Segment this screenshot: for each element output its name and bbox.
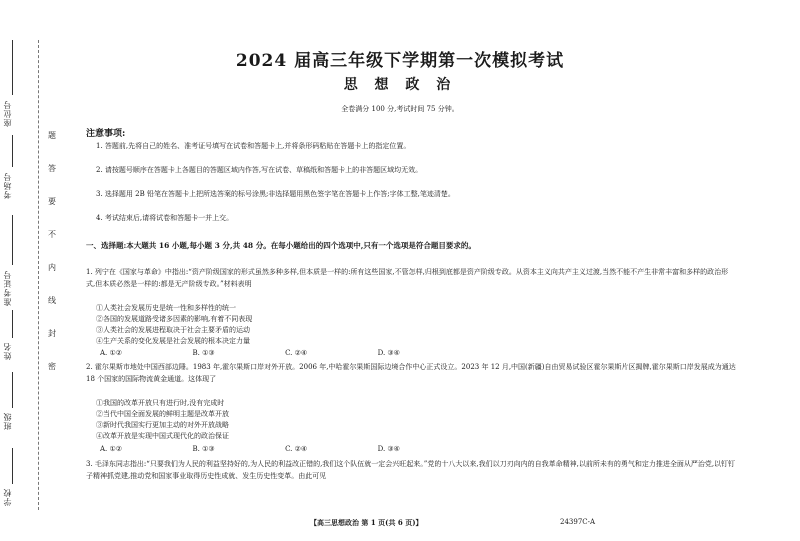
seal-char: 内: [48, 263, 56, 272]
seat-number-label: 座位号: [3, 100, 12, 127]
question-stem: 2. 霍尔果斯市地处中国西部边陲。1983 年,霍尔果斯口岸对外开放。2006 年,中哈霍尔果斯国际边境合作中心正式设立。2023 年 12 月,中国(新疆)自由贸易试验区霍尔果斯片区揭牌,霍尔果斯口岸发展成为通达 18 个国家的国际物流黄金通道。这体现了: [86, 363, 736, 383]
choice-d: D. ③④: [377, 445, 400, 453]
exam-room-label: 考场号: [3, 172, 12, 199]
paper-code: 24397C-A: [560, 518, 596, 526]
answer-choices: [100, 445, 400, 453]
choice-a: A. ①②: [100, 445, 123, 453]
question-option: ①人类社会发展历史是统一性和多样性的统一: [96, 304, 236, 312]
question-stem: 1. 列宁在《国家与革命》中指出:“资产阶级国家的形式虽然多种多样,但本质是一样的:所有这些国家,不管怎样,归根到底都是资产阶级专政。从资本主义向共产主义过渡,当然不能不产生非常丰富和多样的政治形式,但本质必然是一样的:都是无产阶级专政。”材料表明: [86, 268, 729, 288]
admission-number-label: 准考证号: [3, 270, 12, 306]
seal-char: 封: [48, 329, 56, 338]
choice-b: B. ①③: [192, 349, 215, 357]
school-line: [12, 448, 13, 484]
question-option: ②各国的发展道路受诸多因素的影响,有着不同表现: [96, 315, 253, 323]
choice-c: C. ②④: [285, 445, 308, 453]
exam-subject: 思 想 政 治: [343, 77, 457, 93]
exam-room-line: [12, 135, 13, 167]
admission-number-line: [12, 215, 13, 265]
name-label: 姓名: [3, 342, 12, 360]
choice-b: B. ①③: [192, 445, 215, 453]
note-item: 2. 请按题号顺序在答题卡上各题目的答题区域内作答,写在试卷、草稿纸和答题卡上的非答题区域均无效。: [96, 166, 423, 174]
question-option: ④改革开放是实现中国式现代化的政治保证: [96, 432, 229, 440]
exam-title: 2024 届高三年级下学期第一次模拟考试: [235, 51, 565, 71]
choice-a: A. ①②: [100, 349, 123, 357]
exam-meta: 全卷满分 100 分,考试时间 75 分钟。: [341, 105, 459, 113]
class-label: 班级: [3, 412, 12, 430]
seal-notice: [46, 130, 58, 394]
choice-d: D. ③④: [377, 349, 400, 357]
question-option: ③人类社会的发展进程取决于社会主要矛盾的运动: [96, 326, 250, 334]
question-option: ④生产关系的变化发展是社会发展的根本决定力量: [96, 337, 250, 345]
seal-char: 要: [48, 197, 56, 206]
question-option: ①我国的改革开放只有进行时,没有完成时: [96, 399, 225, 407]
choice-c: C. ②④: [285, 349, 308, 357]
note-item: 4. 考试结束后,请将试卷和答题卡一并上交。: [96, 214, 234, 222]
note-item: 3. 选择题用 2B 铅笔在答题卡上把所选答案的标号涂黑;非选择题用黑色签字笔在答题卡上作答;字体工整,笔迹清楚。: [96, 190, 455, 198]
name-line: [12, 310, 13, 338]
class-line: [12, 372, 13, 408]
answer-choices: [100, 349, 400, 357]
section-heading: 一、选择题:本大题共 16 小题,每小题 3 分,共 48 分。在每小题给出的四个选项中,只有一个选项是符合题目要求的。: [86, 241, 476, 250]
seal-char: 线: [48, 296, 56, 305]
seal-char: 题: [48, 131, 56, 140]
seal-char: 答: [48, 164, 56, 173]
school-label: 学校: [3, 488, 12, 506]
seal-char: 密: [48, 362, 56, 371]
question-stem: 3. 毛泽东同志指出:“只要我们为人民的利益坚持好的,为人民的利益改正错的,我们这个队伍就一定会兴旺起来。”党的十八大以来,我们以刀刃向内的自我革命精神,以前所未有的勇气和定力推进全面从严治党,以钉钉子精神抓党建,推动党和国家事业取得历史性成就、发生历史性变革。由此可见: [86, 460, 736, 480]
question-option: ③新时代我国实行更加主动的对外开放战略: [96, 421, 229, 429]
notes-heading: 注意事项:: [86, 129, 126, 139]
seal-char: 不: [48, 230, 56, 239]
note-item: 1. 答题前,先将自己的姓名、准考证号填写在试卷和答题卡上,并将条形码粘贴在答题卡上的指定位置。: [96, 142, 411, 150]
question-option: ②当代中国全面发展的鲜明主题是改革开放: [96, 410, 229, 418]
page-number: 【高三思想政治 第 1 页(共 6 页)】: [310, 518, 423, 527]
